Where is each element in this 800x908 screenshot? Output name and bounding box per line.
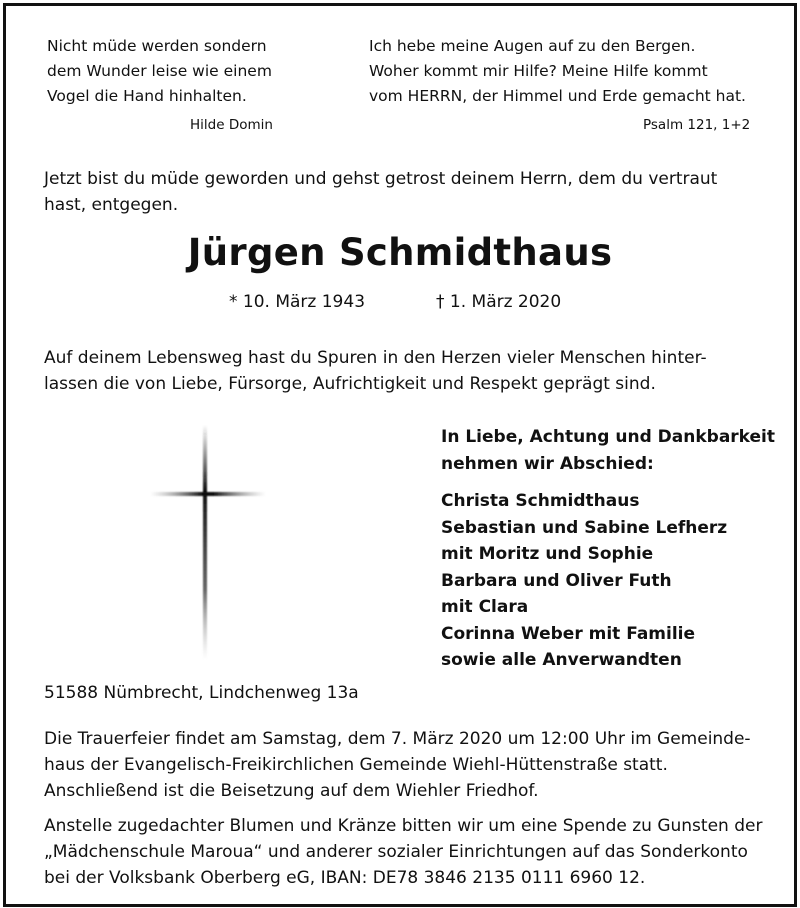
mourner-name: sowie alle Anverwandten (441, 650, 682, 670)
service-line: haus der Evangelisch-Freikirchlichen Gemeinde Wiehl-Hüttenstraße statt. (44, 755, 668, 775)
mourner-list (441, 488, 727, 674)
mourner-name: mit Moritz und Sophie (441, 544, 654, 564)
farewell-heading-line: nehmen wir Abschied: (441, 453, 654, 474)
mourner-name: Corinna Weber mit Familie (441, 623, 696, 644)
tribute-line: lassen die von Liebe, Fürsorge, Aufrichtigkeit und Respekt geprägt sind. (44, 374, 656, 394)
address: 51588 Nümbrecht, Lindchenweg 13a (44, 683, 359, 703)
quote-left-author: Hilde Domin (190, 117, 273, 133)
quote-left (47, 34, 272, 109)
service-line: Die Trauerfeier findet am Samstag, dem 7. März 2020 um 12:00 Uhr im Gemeinde- (44, 729, 751, 749)
mourner-name: mit Clara (441, 597, 529, 617)
birth-date: * 10. März 1943 (229, 292, 366, 312)
deceased-name: Jürgen Schmidthaus (187, 231, 613, 274)
quote-left-line: Nicht müde werden sondern (47, 37, 267, 55)
quote-right (369, 34, 746, 109)
donation-line: „Mädchenschule Maroua“ und anderer sozialer Einrichtungen auf das Sonderkonto (44, 842, 748, 862)
quote-right-line: Ich hebe meine Augen auf zu den Bergen. (369, 37, 696, 55)
quote-right-line: vom HERRN, der Himmel und Erde gemacht hat. (369, 87, 746, 105)
intro-text (44, 166, 717, 218)
mourner-name: Sebastian und Sabine Lefherz (441, 517, 728, 538)
mourner-name: Christa Schmidthaus (441, 491, 640, 511)
death-date: † 1. März 2020 (436, 292, 562, 312)
quote-left-line: Vogel die Hand hinhalten. (47, 87, 247, 105)
donation-info (44, 813, 762, 891)
mourner-name: Barbara und Oliver Futh (441, 570, 672, 591)
tribute-text (44, 345, 707, 397)
quote-left-line: dem Wunder leise wie einem (47, 62, 272, 80)
farewell-heading (441, 424, 775, 477)
donation-line: bei der Volksbank Oberberg eG, IBAN: DE78 3846 2135 0111 6960 12. (44, 868, 646, 888)
quote-right-source: Psalm 121, 1+2 (643, 117, 751, 133)
intro-line: Jetzt bist du müde geworden und gehst getrost deinem Herrn, dem du vertraut (44, 169, 718, 189)
quote-right-line: Woher kommt mir Hilfe? Meine Hilfe kommt (369, 62, 708, 80)
service-line: Anschließend ist die Beisetzung auf dem Wiehler Friedhof. (44, 781, 539, 801)
tribute-line: Auf deinem Lebensweg hast du Spuren in den Herzen vieler Menschen hinter- (44, 348, 707, 368)
intro-line: hast, entgegen. (44, 195, 179, 215)
service-info (44, 726, 751, 804)
donation-line: Anstelle zugedachter Blumen und Kränze bitten wir um eine Spende zu Gunsten der (44, 816, 763, 836)
cross-icon (150, 425, 266, 660)
farewell-heading-line: In Liebe, Achtung und Dankbarkeit (441, 427, 776, 447)
